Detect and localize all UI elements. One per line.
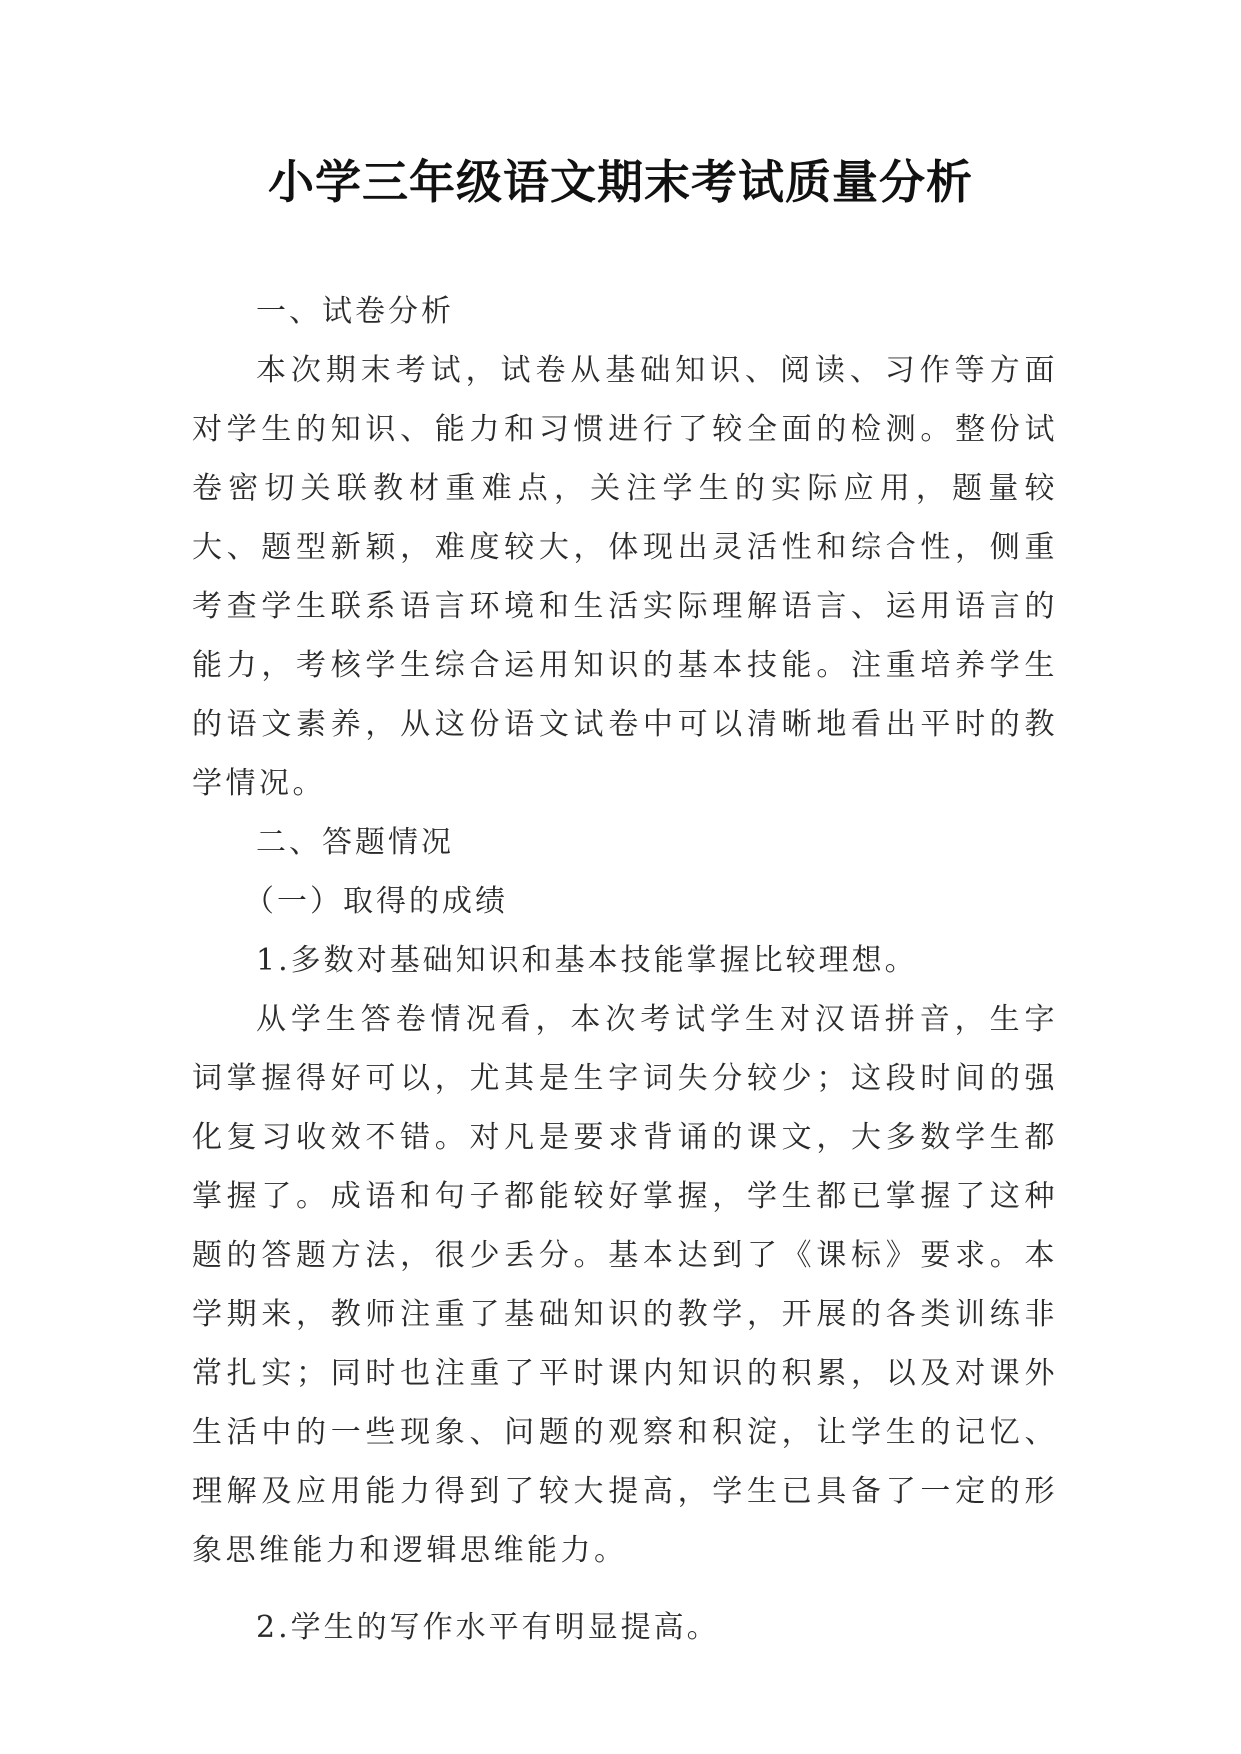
section-heading-answer-situation: 二、答题情况 <box>256 825 454 860</box>
item-heading-basic-knowledge: 1.多数对基础知识和基本技能掌握比较理想。 <box>256 943 918 978</box>
document-title: 小学三年级语文期末考试质量分析 <box>268 155 973 209</box>
item-heading-writing-level: 2.学生的写作水平有明显提高。 <box>256 1610 720 1645</box>
paragraph-basic-knowledge: 从学生答卷情况看，本次考试学生对汉语拼音，生字词掌握得好可以，尤其是生字词失分较少；这段时间的强化复习收效不错。对凡是要求背诵的课文，大多数学生都掌握了。成语和句子都能较好掌握，学生都已掌握了这种题的答题方法，很少丢分。基本达到了《课标》要求。本学期来，教师注重了基础知识的教学，开展的各类训练非常扎实；同时也注重了平时课内知识的积累，以及对课外生活中的一些现象、问题的观察和积淀，让学生的记忆、理解及应用能力得到了较大提高，学生已具备了一定的形象思维能力和逻辑思维能力。 <box>192 1002 1058 1568</box>
paragraph-paper-analysis: 本次期末考试，试卷从基础知识、阅读、习作等方面对学生的知识、能力和习惯进行了较全面的检测。整份试卷密切关联教材重难点，关注学生的实际应用，题量较大、题型新颖，难度较大，体现出灵活性和综合性，侧重考查学生联系语言环境和生活实际理解语言、运用语言的能力，考核学生综合运用知识的基本技能。注重培养学生的语文素养，从这份语文试卷中可以清晰地看出平时的教学情况。 <box>192 353 1058 801</box>
document-body <box>192 282 1058 1657</box>
section-heading-paper-analysis: 一、试卷分析 <box>256 294 454 329</box>
subsection-heading-achievements: （一）取得的成绩 <box>244 884 508 919</box>
